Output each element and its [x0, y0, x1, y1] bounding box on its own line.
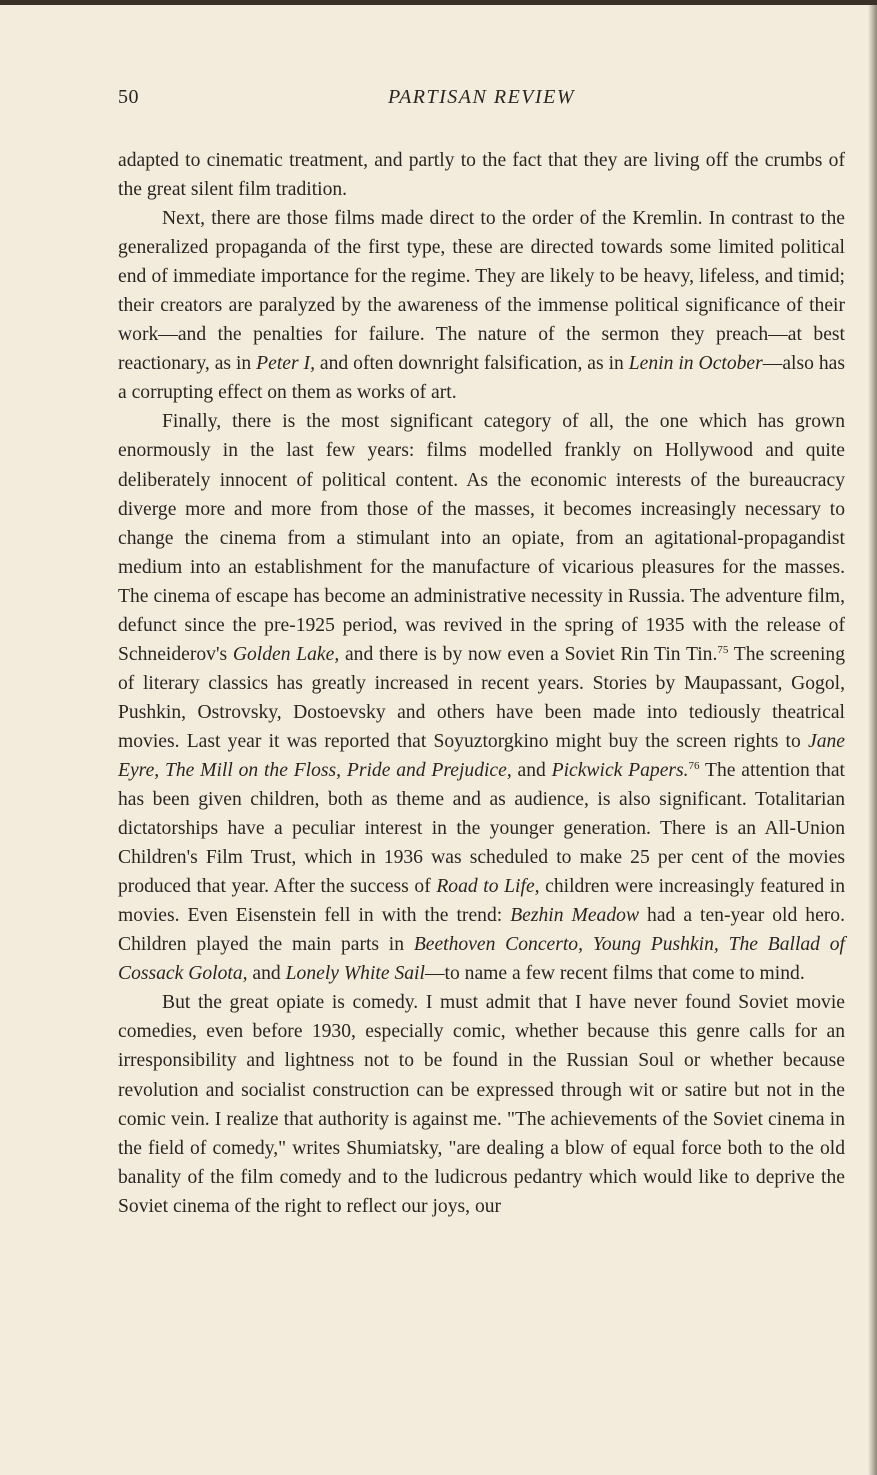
page-top-border — [0, 0, 877, 5]
page-number: 50 — [118, 86, 139, 108]
text-run: and often downright falsification, as in — [314, 353, 629, 375]
text-run: children were increasingly featured in movies. Even Eisenstein fell in with the trend: — [118, 876, 846, 927]
paragraph-escape-cinema — [118, 407, 845, 988]
running-title: PARTISAN REVIEW — [387, 86, 576, 108]
text-run: Finally, there is the most significant category of all, the one which has grown enormously in the last few years: films modelled frankly on Hollywood and quite deliberately innocent of political content. As the economic interests of the bureaucracy diverge more and more from those of the masses, it becomes increasingly necessary to change the cinema from a stimulant into an opiate, from an agitational-propagandist medium into an establishment for the manufacture of vicarious pleasures for the masses. The cinema of escape has become an administrative necessity in Russia. The adventure film, defunct since the pre-1925 period, was revived in the spring of 1935 with the release of Schneiderov's — [118, 411, 845, 665]
footnote-ref: 75 — [717, 643, 729, 656]
paragraph-kremlin-films — [118, 204, 845, 407]
text-run: Next, there are those films made direct to the order of the Kremlin. In contrast to the generalized propaganda of the first type, these are directed towards some limited political end of immediate importance for the regime. They are likely to be heavy, lifeless, and timid; their creators are paralyzed by the awareness of the immense political significance of their work—and the penalties for failure. The nature of the sermon they preach—at best reactionary, as in — [118, 208, 845, 375]
film-title: Bezhin Meadow — [510, 905, 640, 927]
body-text — [118, 146, 845, 1221]
film-title: Lenin in October — [628, 353, 763, 375]
film-title: Road to Life, — [436, 876, 540, 898]
film-title: Lonely White Sail — [285, 963, 425, 985]
page-header — [118, 86, 845, 120]
text-run: The screening of literary classics has greatly increased in recent years. Stories by Maupassant, Gogol, Pushkin, Ostrovsky, Dostoevsky and others have been made into tediously theatrical movies. Last year it was reported that Soyuztorgkino might buy the screen rights to — [118, 643, 845, 752]
page-edge-shadow — [868, 0, 877, 1475]
film-title: Beethoven Concerto, Young Pushkin, The Ballad of Cossack Golota, — [118, 934, 845, 985]
text-run: had a ten-year old hero. Children played the main parts in — [118, 905, 845, 956]
paragraph-comedy — [118, 988, 845, 1220]
film-title: Peter I, — [256, 353, 315, 375]
book-page — [118, 86, 845, 1221]
film-title: Jane Eyre, The Mill on the Floss, Pride and Prejudice, — [118, 730, 845, 781]
film-title: Golden Lake, — [232, 643, 340, 665]
text-run: The attention that has been given children, both as theme and as audience, is also significant. Totalitarian dictatorships have a peculiar interest in the younger generation. There is an All-Union Children's Film Trust, which in 1936 was scheduled to make 25 per cent of the movies produced that year. After the success of — [118, 759, 845, 898]
text-run: —also has a corrupting effect on them as works of art. — [118, 353, 845, 404]
text-run: and there is by now even a Soviet Rin Tin Tin. — [339, 643, 718, 665]
text-run: and — [511, 759, 552, 781]
text-run: adapted to cinematic treatment, and partly to the fact that they are living off the crumbs of the great silent film tradition. — [118, 150, 845, 201]
text-run: But the great opiate is comedy. I must admit that I have never found Soviet movie comedies, even before 1930, especially comic, whether because this genre calls for an irresponsibility and lightness not to be found in the Russian Soul or whether because revolution and socialist construction can be expressed through wit or satire but not in the comic vein. I realize that authority is against me. "The achievements of the Soviet cinema in the field of comedy," writes Shumiatsky, "are dealing a blow of equal force both to the old banality of the film comedy and to the ludicrous pedantry which would like to deprive the Soviet cinema of the right to reflect our joys, our — [118, 992, 845, 1217]
text-run: and — [247, 963, 286, 985]
film-title: Pickwick Papers. — [551, 759, 689, 781]
footnote-ref: 76 — [688, 759, 700, 772]
text-run: —to name a few recent films that come to mind. — [424, 963, 805, 985]
paragraph-continuation — [118, 146, 845, 204]
